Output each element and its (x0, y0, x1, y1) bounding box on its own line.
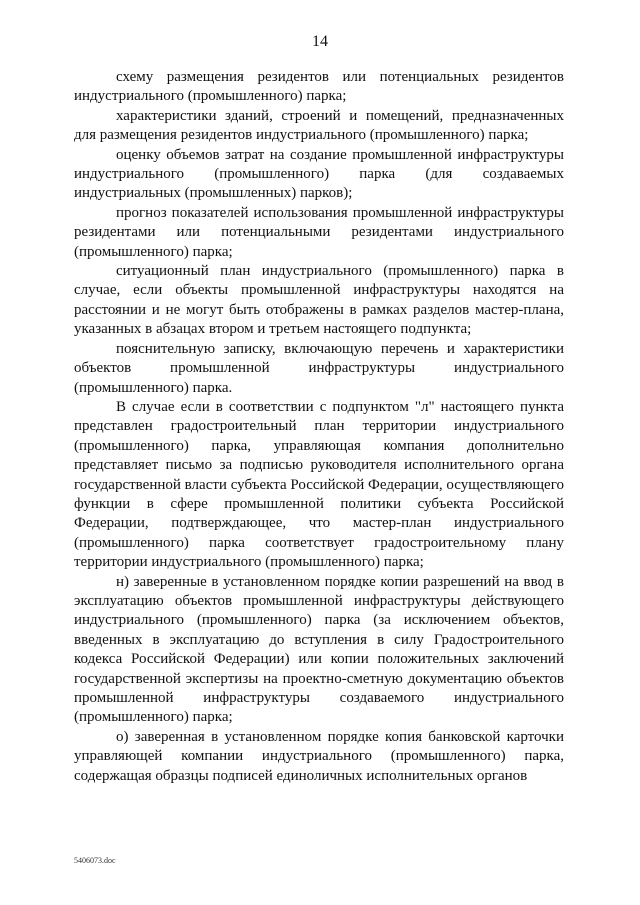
paragraph: ситуационный план индустриального (промышленного) парка в случае, если объекты промышленной инфраструктуры находятся на расстоянии и не могут быть отображены в рамках разделов мастер-плана, указанных в абзацах втором и третьем настоящего подпункта; (74, 263, 564, 338)
paragraph-last: о) заверенная в установленном порядке копия банковской карточки управляющей компании индустриального (промышленного) парка, содержащая образцы подписей единоличных исполнительных органов (74, 728, 564, 784)
paragraph: прогноз показателей использования промышленной инфраструктуры резидентами или потенциальными резидентами индустриального (промышленного) парка; (74, 204, 564, 260)
paragraph: н) заверенные в установленном порядке копии разрешений на ввод в эксплуатацию объектов промышленной инфраструктуры действующего индустриального (промышленного) парка (за исключением объектов, введенных в эксплуатацию до вступления в силу Градостроительного кодекса Российской Федерации) или копии положительных заключений государственной экспертизы на проектно-сметную документацию объектов промышленной инфраструктуры создаваемого индустриального (промышленного) парка; (74, 573, 564, 726)
page-number: 14 (312, 33, 328, 50)
paragraph: схему размещения резидентов или потенциальных резидентов индустриального (промышленного) парка; (74, 69, 564, 105)
paragraph: пояснительную записку, включающую перечень и характеристики объектов промышленной инфраструктуры индустриального (промышленного) парка. (74, 340, 564, 396)
footer-file-code: 5406073.doc (74, 856, 116, 865)
paragraph: характеристики зданий, строений и помещений, предназначенных для размещения резидентов индустриального (промышленного) парка; (74, 107, 564, 144)
document-body (74, 68, 564, 786)
paragraph: В случае если в соответствии с подпунктом "л" настоящего пункта представлен градостроительный план территории индустриального (промышленного) парка, управляющая компания дополнительно представляет письмо за подписью руководителя исполнительного органа государственной власти субъекта Российской Федерации, осуществляющего функции в сфере промышленной политики субъекта Российской Федерации, подтверждающее, что мастер-план индустриального (промышленного) парка соответствует градостроительному плану территории индустриального (промышленного) парка; (74, 398, 564, 571)
paragraph: оценку объемов затрат на создание промышленной инфраструктуры индустриального (промышленного) парка (для создаваемых индустриальных (промышленных) парков); (74, 146, 564, 202)
